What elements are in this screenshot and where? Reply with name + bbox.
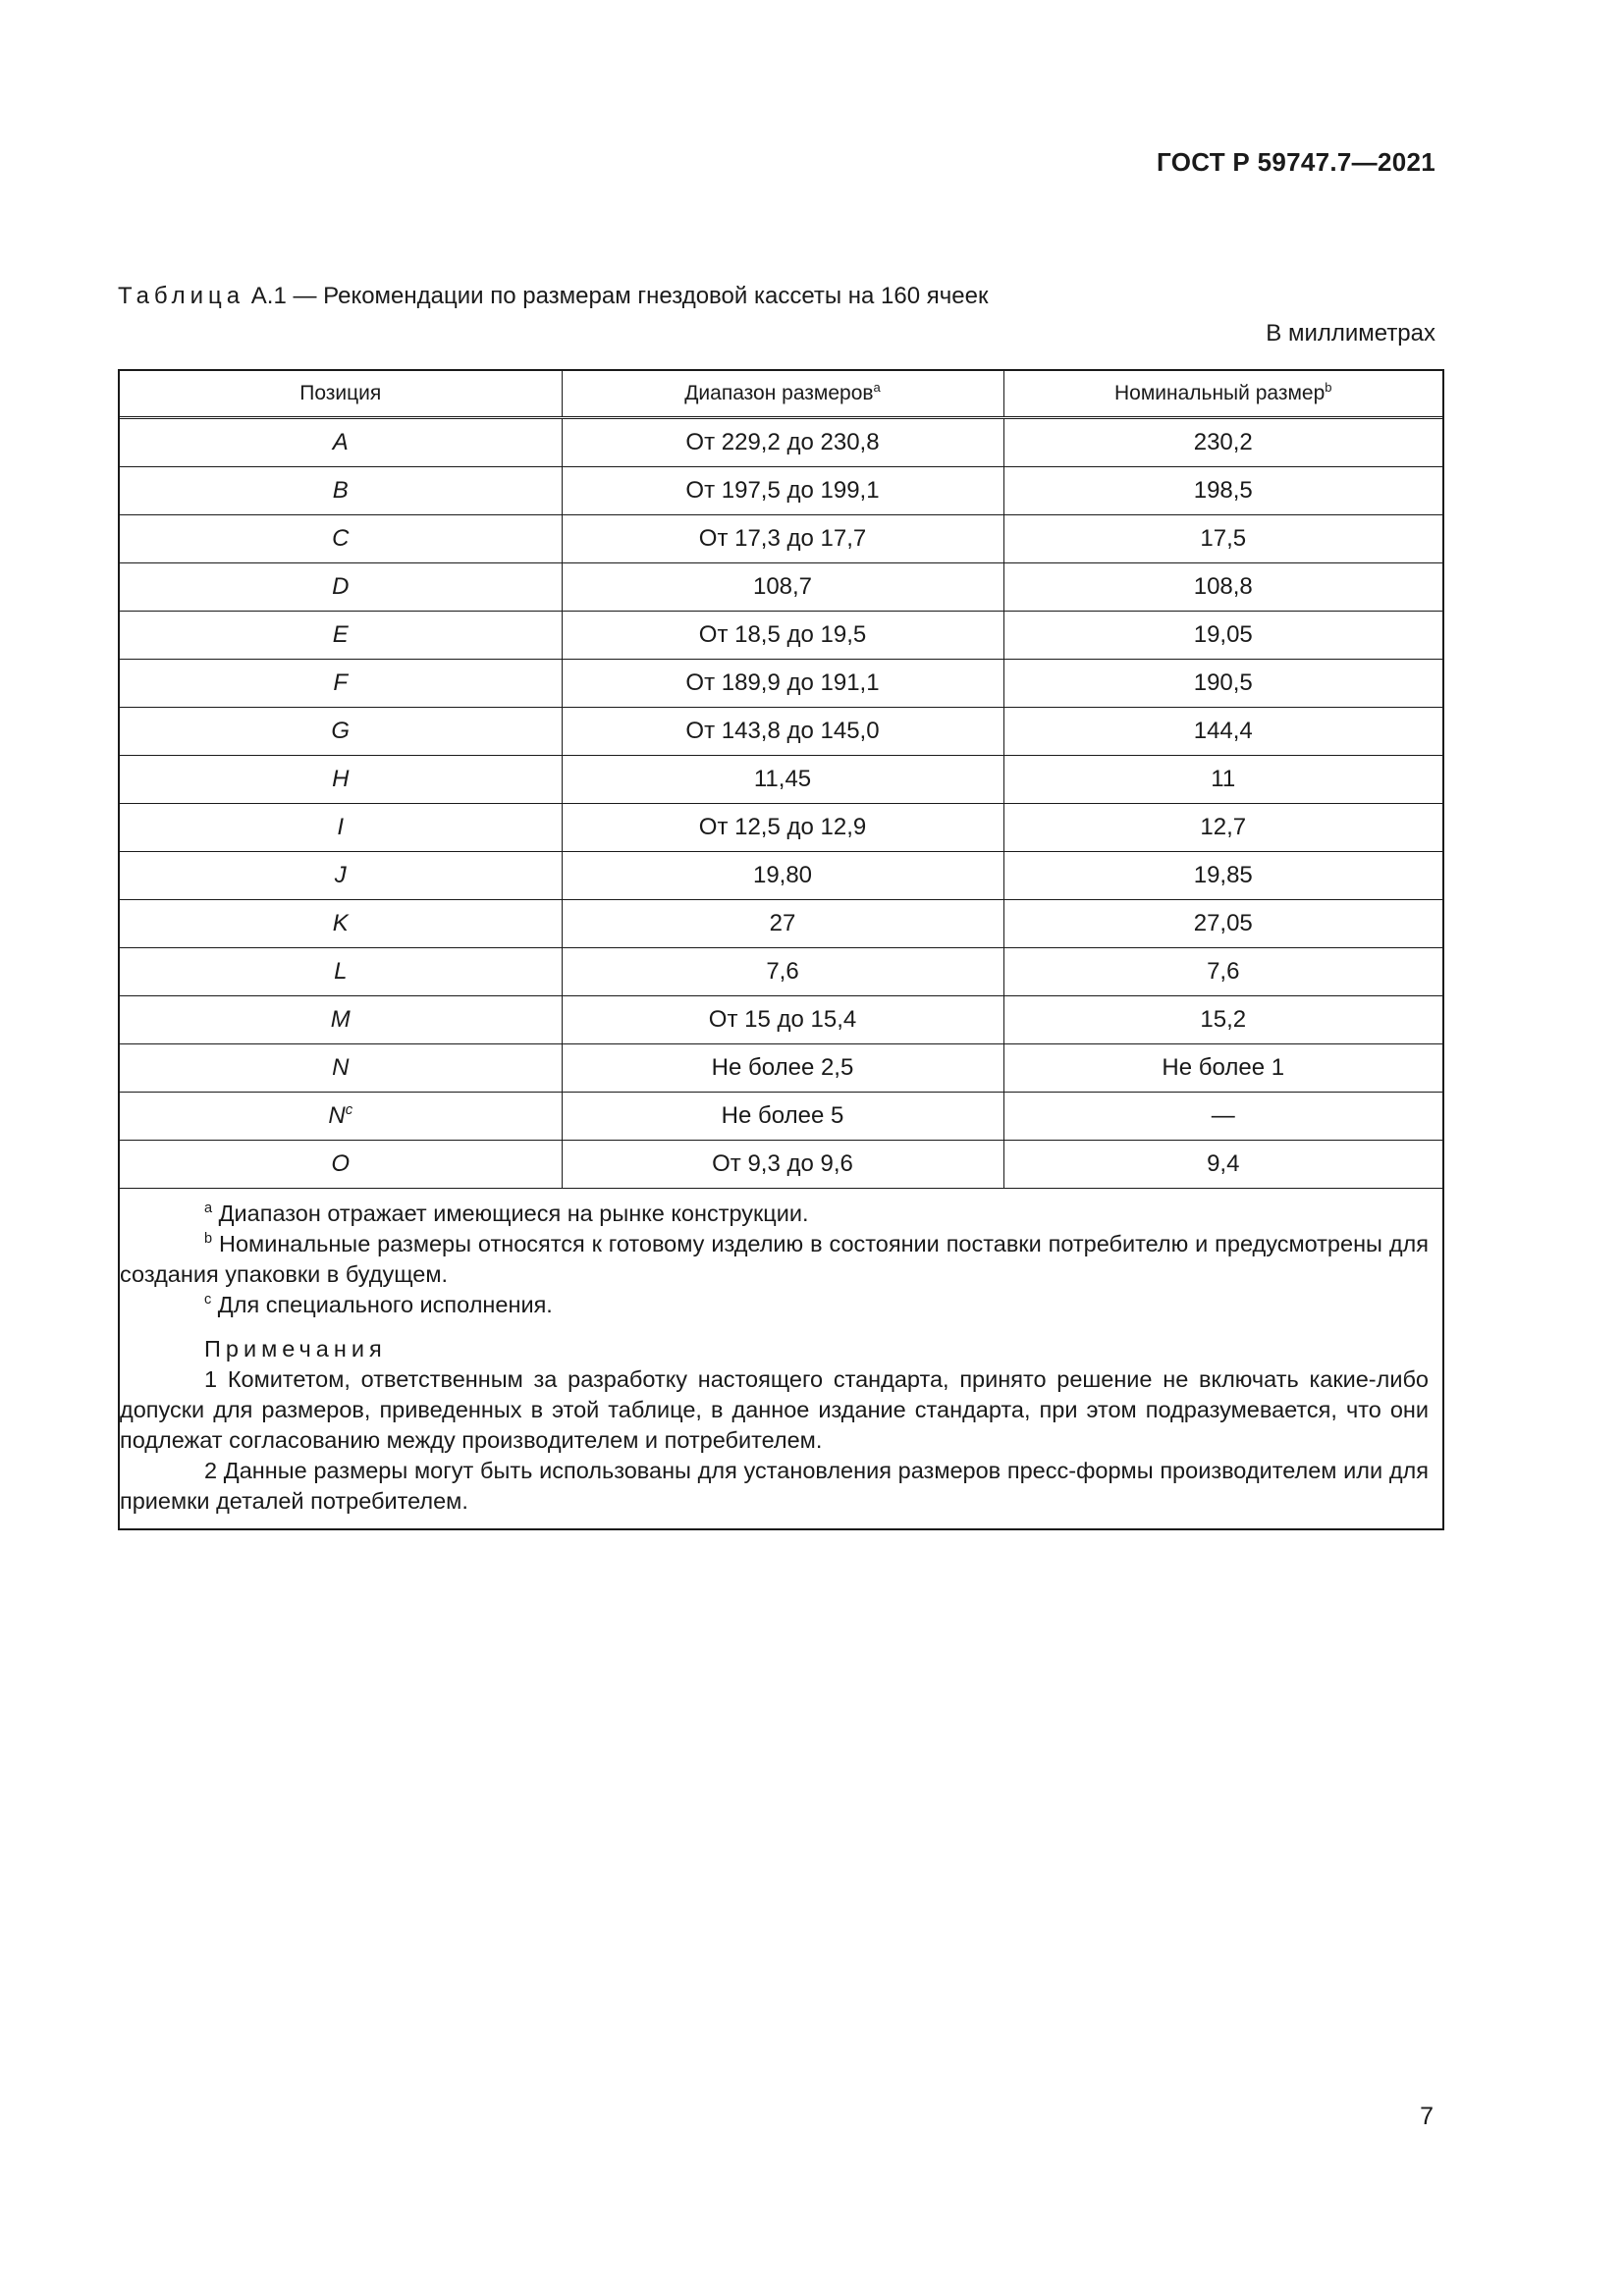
table-row: [120, 996, 1442, 1044]
table-row: [120, 708, 1442, 756]
footnote-mark-a: a: [873, 380, 881, 395]
cell-nominal: 198,5: [1003, 467, 1442, 515]
cell-position: L: [120, 948, 562, 996]
cell-nominal: 144,4: [1003, 708, 1442, 756]
cell-range: От 18,5 до 19,5: [562, 612, 1003, 660]
cell-nominal: 230,2: [1003, 418, 1442, 467]
cell-range: 7,6: [562, 948, 1003, 996]
cell-nominal: —: [1003, 1093, 1442, 1141]
table-row: [120, 852, 1442, 900]
cell-range: От 143,8 до 145,0: [562, 708, 1003, 756]
cell-range: От 17,3 до 17,7: [562, 515, 1003, 563]
table-row: [120, 804, 1442, 852]
note-2: 2 Данные размеры могут быть использованы для установления размеров пресс-формы производителем или для приемки деталей потребителем.: [120, 1458, 1429, 1514]
cell-position: D: [120, 563, 562, 612]
cell-position: B: [120, 467, 562, 515]
cell-position: F: [120, 660, 562, 708]
cell-range: Не более 2,5: [562, 1044, 1003, 1093]
cell-nominal: 17,5: [1003, 515, 1442, 563]
standard-header: ГОСТ Р 59747.7—2021: [1157, 147, 1435, 177]
column-header-nominal: Номинальный размер$^b$: [1003, 371, 1442, 418]
cell-range: От 189,9 до 191,1: [562, 660, 1003, 708]
cell-position: C: [120, 515, 562, 563]
table-caption-prefix: Таблица: [118, 283, 245, 309]
cell-range: 19,80: [562, 852, 1003, 900]
cell-nominal: 7,6: [1003, 948, 1442, 996]
table-row: [120, 1141, 1442, 1189]
table-row: [120, 756, 1442, 804]
cell-nominal: 12,7: [1003, 804, 1442, 852]
cell-position: O: [120, 1141, 562, 1189]
cell-nominal: 15,2: [1003, 996, 1442, 1044]
table-row: [120, 660, 1442, 708]
footnote-mark-c: c: [345, 1102, 353, 1118]
table-row: [120, 1044, 1442, 1093]
cell-position: K: [120, 900, 562, 948]
table-row: [120, 467, 1442, 515]
table-row: [120, 563, 1442, 612]
cell-position: A: [120, 418, 562, 467]
cell-nominal: 108,8: [1003, 563, 1442, 612]
page-number: 7: [1420, 2103, 1434, 2130]
table-row: [120, 948, 1442, 996]
cell-range: От 15 до 15,4: [562, 996, 1003, 1044]
notes-title: Примечания: [204, 1336, 387, 1362]
cell-nominal: 190,5: [1003, 660, 1442, 708]
dimensions-table: [118, 369, 1444, 1530]
table-header-row: [120, 371, 1442, 418]
cell-nominal: 27,05: [1003, 900, 1442, 948]
cell-range: 27: [562, 900, 1003, 948]
cell-nominal: 11: [1003, 756, 1442, 804]
cell-range: От 12,5 до 12,9: [562, 804, 1003, 852]
table-row: [120, 612, 1442, 660]
table-notes: [120, 1188, 1442, 1528]
cell-range: 11,45: [562, 756, 1003, 804]
footnote-c: $^c$ Для специального исполнения.: [204, 1292, 553, 1317]
cell-nominal: Не более 1: [1003, 1044, 1442, 1093]
table-row: [120, 515, 1442, 563]
cell-range: От 9,3 до 9,6: [562, 1141, 1003, 1189]
table-row: [120, 418, 1442, 467]
footnote-a: $^a$ Диапазон отражает имеющиеся на рынке конструкции.: [204, 1201, 809, 1226]
cell-position: J: [120, 852, 562, 900]
cell-nominal: 19,05: [1003, 612, 1442, 660]
table-row: [120, 900, 1442, 948]
cell-position: M: [120, 996, 562, 1044]
footnote-b: $^b$ Номинальные размеры относятся к готовому изделию в состоянии поставки потребителю и предусмотрены для создания упаковки в будущем.: [120, 1231, 1429, 1287]
cell-position: E: [120, 612, 562, 660]
cell-nominal: 19,85: [1003, 852, 1442, 900]
cell-range: От 229,2 до 230,8: [562, 418, 1003, 467]
cell-position: I: [120, 804, 562, 852]
cell-range: 108,7: [562, 563, 1003, 612]
cell-nominal: 9,4: [1003, 1141, 1442, 1189]
table-caption-text: А.1 — Рекомендации по размерам гнездовой кассеты на 160 ячеек: [244, 283, 989, 309]
table-caption: [118, 283, 988, 310]
cell-position: G: [120, 708, 562, 756]
dimensions-table-grid: [120, 371, 1442, 1188]
column-header-position: Позиция: [120, 371, 562, 418]
table-row: [120, 1093, 1442, 1141]
cell-position: H: [120, 756, 562, 804]
units-label: В миллиметрах: [1266, 320, 1435, 347]
cell-range: Не более 5: [562, 1093, 1003, 1141]
cell-position: $N^c$: [120, 1093, 562, 1141]
column-header-range: Диапазон размеров$^a$: [562, 371, 1003, 418]
footnote-mark-b: b: [1325, 380, 1332, 395]
note-1: 1 Комитетом, ответственным за разработку настоящего стандарта, принято решение не включать какие-либо допуски для размеров, приведенных в этой таблице, в данное издание стандарта, при этом подразумевается, что они подлежат согласованию между производителем и потребителем.: [120, 1366, 1429, 1453]
cell-position: N: [120, 1044, 562, 1093]
cell-range: От 197,5 до 199,1: [562, 467, 1003, 515]
